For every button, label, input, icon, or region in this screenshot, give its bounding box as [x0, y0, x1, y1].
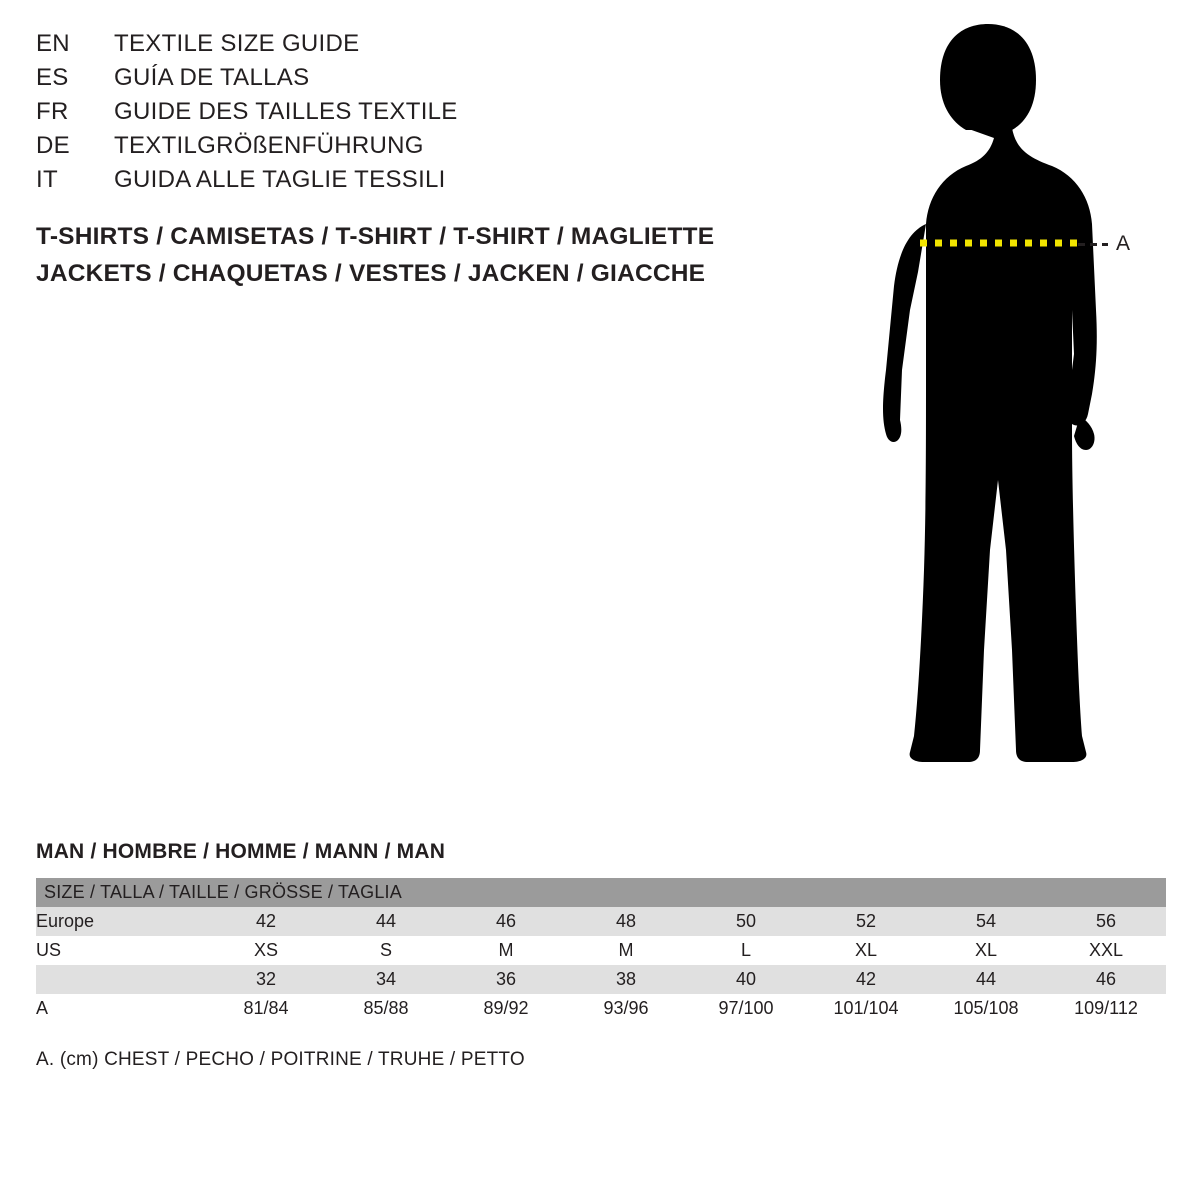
cell-value: 44 [326, 907, 446, 936]
cell-value: 40 [686, 965, 806, 994]
language-code: ES [36, 64, 69, 91]
table-row [36, 994, 1166, 1023]
silhouette-head [940, 24, 1036, 130]
language-row [36, 98, 756, 132]
cell-value: 44 [926, 965, 1046, 994]
cell-value: 42 [206, 907, 326, 936]
cell-value: XL [806, 936, 926, 965]
cell-value: 50 [686, 907, 806, 936]
cell-value: 38 [566, 965, 686, 994]
garment-category-list [36, 218, 776, 292]
cell-value: 32 [206, 965, 326, 994]
language-title-list [36, 30, 756, 200]
cell-value: 81/84 [206, 994, 326, 1023]
language-row [36, 132, 756, 166]
cell-value: 42 [806, 965, 926, 994]
cell-value: S [326, 936, 446, 965]
size-table [36, 878, 1166, 1023]
cell-value: 93/96 [566, 994, 686, 1023]
table-header-label: SIZE / TALLA / TAILLE / GRÖSSE / TAGLIA [36, 878, 1166, 907]
row-label [36, 965, 206, 994]
cell-value: 54 [926, 907, 1046, 936]
cell-value: 101/104 [806, 994, 926, 1023]
silhouette-body [910, 128, 1097, 762]
language-code: FR [36, 98, 69, 125]
cell-value: 56 [1046, 907, 1166, 936]
language-title: TEXTILE SIZE GUIDE [114, 30, 360, 57]
cell-value: M [566, 936, 686, 965]
cell-value: 48 [566, 907, 686, 936]
cell-value: L [686, 936, 806, 965]
cell-value: XXL [1046, 936, 1166, 965]
silhouette-left-arm [883, 224, 926, 442]
silhouette-svg [790, 10, 1190, 800]
language-row [36, 166, 756, 200]
cell-value: 85/88 [326, 994, 446, 1023]
cell-value: XS [206, 936, 326, 965]
cell-value: 97/100 [686, 994, 806, 1023]
table-header-row [36, 878, 1166, 907]
row-label: US [36, 936, 206, 965]
language-title: GUÍA DE TALLAS [114, 64, 310, 91]
language-row [36, 64, 756, 98]
cell-value: 105/108 [926, 994, 1046, 1023]
language-title: GUIDE DES TAILLES TEXTILE [114, 98, 458, 125]
language-code: EN [36, 30, 70, 57]
cell-value: 52 [806, 907, 926, 936]
language-code: DE [36, 132, 70, 159]
cell-value: 46 [446, 907, 566, 936]
cell-value: 36 [446, 965, 566, 994]
language-code: IT [36, 166, 58, 193]
language-title: TEXTILGRÖßENFÜHRUNG [114, 132, 424, 159]
table-footnote: A. (cm) CHEST / PECHO / POITRINE / TRUHE / PETTO [36, 1049, 525, 1070]
row-label: Europe [36, 907, 206, 936]
language-title: GUIDA ALLE TAGLIE TESSILI [114, 166, 446, 193]
cell-value: 89/92 [446, 994, 566, 1023]
table-section-title: MAN / HOMBRE / HOMME / MANN / MAN [36, 840, 446, 863]
size-table-section [36, 840, 1166, 1071]
male-silhouette-figure [790, 10, 1190, 800]
cell-value: XL [926, 936, 1046, 965]
table-row [36, 965, 1166, 994]
table-row [36, 907, 1166, 936]
measure-leader-dashes [1078, 243, 1108, 246]
measure-label-a: A [1116, 232, 1131, 255]
cell-value: M [446, 936, 566, 965]
category-jackets: JACKETS / CHAQUETAS / VESTES / JACKEN / GIACCHE [36, 260, 706, 287]
table-row [36, 936, 1166, 965]
cell-value: 109/112 [1046, 994, 1166, 1023]
row-label: A [36, 994, 206, 1023]
category-tshirts: T-SHIRTS / CAMISETAS / T-SHIRT / T-SHIRT / MAGLIETTE [36, 223, 715, 250]
cell-value: 46 [1046, 965, 1166, 994]
cell-value: 34 [326, 965, 446, 994]
language-row [36, 30, 756, 64]
